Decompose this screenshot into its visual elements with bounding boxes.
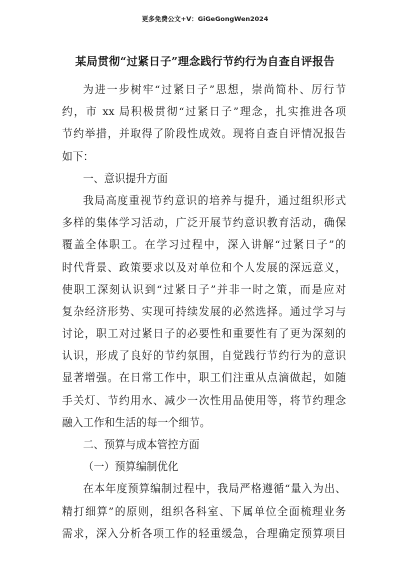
body-line: 如下：: [62, 150, 94, 163]
document-title: 某局贯彻“过紧日子”理念践行节约行为自查自评报告: [75, 55, 335, 68]
body-line: 在本年度预算编制过程中，我局严格遵循“量入为出、: [83, 483, 346, 496]
body-line: 复杂经济形势、实现可持续发展的必然选择。通过学习与: [62, 305, 346, 318]
body-line: 约，市 xx 局积极贯彻“过紧日子”理念，扎实推进各项: [62, 106, 346, 119]
body-line: 节约举措，并取得了阶段性成效。现将自查自评情况报告: [62, 128, 346, 141]
body-line: 融入工作和生活的每一个细节。: [62, 416, 211, 429]
section-heading-1: 一、意识提升方面: [83, 172, 168, 185]
body-line: 手关灯、节约用水、减少一次性用品使用等，将节约理念: [62, 394, 346, 407]
body-line: 覆盖全体职工。在学习过程中，深入讲解“过紧日子”的: [62, 239, 346, 252]
body-line: 我局高度重视节约意识的培养与提升，通过组织形式: [83, 194, 346, 207]
body-line: 讨论，职工对过紧日子的必要性和重要性有了更为深刻的: [62, 328, 346, 341]
body-line: 使职工深刻认识到“过紧日子”并非一时之策，而是应对: [62, 283, 346, 296]
body-line: 认识，形成了良好的节约氛围，自觉践行节约行为的意识: [62, 350, 346, 363]
body-line: 精打细算”的原则，组织各科室、下属单位全面梳理业务: [62, 505, 346, 518]
document-body: [62, 79, 346, 545]
body-line: 需求，深入分析各项工作的轻重缓急，合理确定预算项目: [62, 527, 346, 540]
header-note: 更多免费公文+V：GiGeGongWen2024: [141, 15, 269, 23]
body-line: 多样的集体学习活动，广泛开展节约意识教育活动，确保: [62, 217, 346, 230]
subsection-heading: （一）预算编制优化: [83, 461, 179, 474]
body-line: 时代背景、政策要求以及对单位和个人发展的深远意义，: [62, 261, 346, 274]
body-line: 为进一步树牢“过紧日子”思想，崇尚简朴、厉行节: [83, 84, 346, 96]
body-line: 显著增强。在日常工作中，职工们注重从点滴做起，如随: [62, 372, 346, 385]
section-heading-2: 二、预算与成本管控方面: [83, 439, 200, 451]
